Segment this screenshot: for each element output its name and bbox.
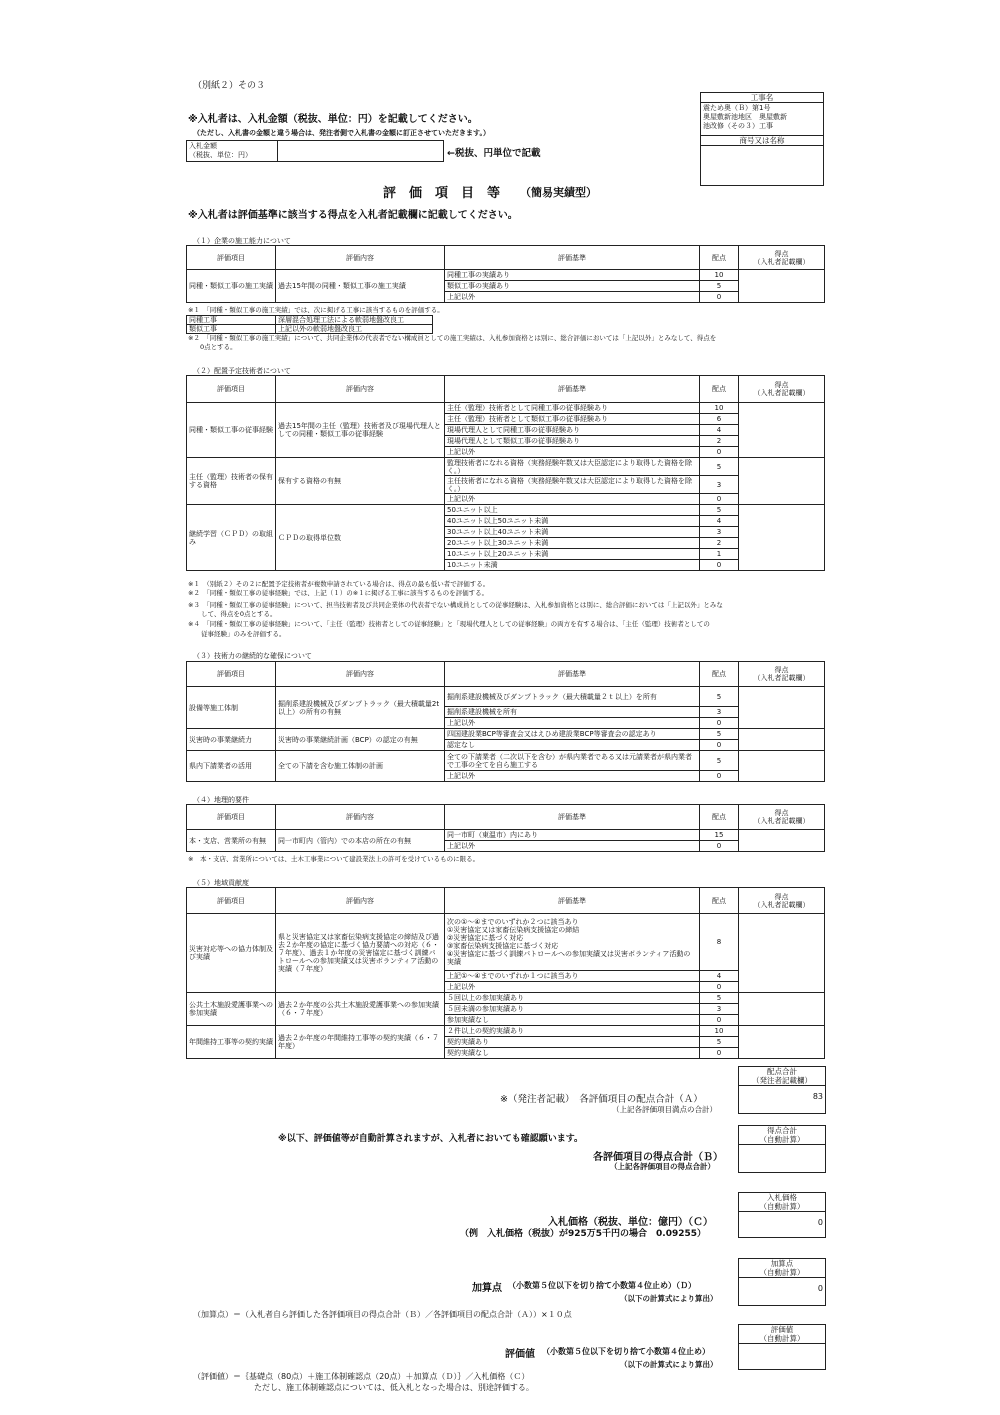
col-content: 評価内容 [276, 888, 445, 914]
item-cell: 継続学習（ＣＰＤ）の取組み [187, 505, 276, 571]
points-cell: 10 [700, 1026, 739, 1037]
points-cell: 0 [700, 982, 739, 993]
bonus-points-formula: （加算点）＝（入札者自ら評価した各評価項目の得点合計（Ｂ）／各評価項目の配点合計（Ａ））×１０点 [193, 1310, 572, 1319]
content-cell: 保有する資格の有無 [276, 458, 445, 505]
score-input[interactable] [739, 505, 825, 571]
bid-amount-box [186, 140, 444, 162]
criteria-cell: 30ユニット以上40ユニット未満 [445, 527, 700, 538]
col-item: 評価項目 [187, 662, 276, 687]
company-name-input[interactable] [701, 146, 823, 176]
col-score: 得点 （入札者記載欄） [739, 376, 825, 403]
content-cell: 過去15年間の同種・類似工事の施工実績 [276, 270, 445, 303]
criteria-cell: 50ユニット以上 [445, 505, 700, 516]
evaluation-value-box [738, 1324, 826, 1370]
criteria-cell: 上記①～④までのいずれか１つに該当あり [445, 971, 700, 982]
col-content: 評価内容 [276, 246, 445, 270]
bonus-points-text: 加算点 [472, 1283, 502, 1294]
points-cell: 0 [700, 740, 739, 751]
sec5-title: （５）地域貢献度 [193, 879, 249, 887]
evaluation-value-sub: （以下の計算式により算出） [620, 1360, 718, 1369]
points-cell: 4 [700, 425, 739, 436]
sec3-table [186, 661, 825, 782]
item-cell: 公共土木施設愛護事業への参加実績 [187, 993, 276, 1026]
criteria-cell: 10ユニット以上20ユニット未満 [445, 549, 700, 560]
bid-amount-note: ←税抜、円単位で記載 [447, 148, 541, 159]
points-cell: 8 [700, 914, 739, 971]
score-input[interactable] [739, 729, 825, 751]
doc-label: （別紙２）その３ [193, 81, 266, 91]
instruction-bid-sub: （ただし、入札書の金額と違う場合は、発注者側で入札書の金額に訂正させていただきます。） [193, 129, 490, 137]
col-content: 評価内容 [276, 662, 445, 687]
col-criteria: 評価基準 [445, 662, 700, 687]
instruction-score: ※入札者は評価基準に該当する得点を入札者記載欄に記載してください。 [188, 210, 518, 221]
criteria-cell: 主任（監理）技術者として同種工事の従事経験あり [445, 403, 700, 414]
score-input[interactable] [739, 914, 825, 993]
sec1-title: （１）企業の施工能力について [193, 237, 291, 245]
col-score: 得点 （入札者記載欄） [739, 805, 825, 830]
points-cell: 3 [700, 527, 739, 538]
col-points: 配点 [700, 376, 739, 403]
points-cell: 0 [700, 560, 739, 571]
criteria-cell: 上記以外 [445, 494, 700, 505]
criteria-cell: 10ユニット未満 [445, 560, 700, 571]
evaluation-value-text: 評価値 [505, 1349, 535, 1360]
item-cell: 県内下請業者の活用 [187, 751, 276, 782]
col-content: 評価内容 [276, 376, 445, 403]
sec1-note1: ※１ 「同種・類似工事の施工実績」では、次に掲げる工事に該当するものを評価する。 [188, 306, 444, 314]
content-cell: 過去15年間の主任（監理）技術者及び現場代理人としての同種・類似工事の従事経験 [276, 403, 445, 458]
points-cell: 10 [700, 403, 739, 414]
bid-price-label: 入札価格 （自動計算） [739, 1193, 825, 1212]
content-cell: 掘削系建設機械及びダンプトラック（最大積載量2t以上）の所有の有無 [276, 687, 445, 729]
criteria-cell: 現場代理人として同種工事の従事経験あり [445, 425, 700, 436]
score-input[interactable] [739, 403, 825, 458]
col-item: 評価項目 [187, 888, 276, 914]
score-input[interactable] [739, 1026, 825, 1059]
col-item: 評価項目 [187, 376, 276, 403]
criteria-cell: 四国建設業BCP等審査会又はえひめ建設業BCP等審査会の認定あり [445, 729, 700, 740]
content-cell: 同一市町内（管内）での本店の所在の有無 [276, 830, 445, 852]
points-cell: 5 [700, 281, 739, 292]
points-cell: 0 [700, 447, 739, 458]
col-item: 評価項目 [187, 805, 276, 830]
sec2-title: （２）配置予定技術者について [193, 367, 291, 375]
points-cell: 0 [700, 771, 739, 782]
criteria-cell: 次の①～④までのいずれか２つに該当あり ①災害協定又は家畜伝染病支援協定の締結 ②災害協定に基づく対応 ③家畜伝染病支援協定に基づく対応 ④災害協定に基づく訓練パトロールへの参加実績又は災害ボランティア活動の実績 [445, 914, 700, 971]
points-cell: 0 [700, 718, 739, 729]
criteria-cell: 類似工事の実績あり [445, 281, 700, 292]
col-points: 配点 [700, 246, 739, 270]
criteria-cell: 上記以外 [445, 771, 700, 782]
item-cell: 同種・類似工事の従事経験 [187, 403, 276, 458]
score-total-text: 各評価項目の得点合計（Ｂ） [593, 1152, 723, 1163]
col-item: 評価項目 [187, 246, 276, 270]
points-total-sub: （上記各評価項目満点の合計） [612, 1105, 717, 1114]
points-total-value: 83 [812, 1092, 823, 1101]
sec1-note2: ※２ 「同種・類似工事の施工実績」について、共同企業体の代表者でない構成員としての施工実績は、入札参加資格とは別に、総合評価においては「上記以外」とみなして、得点を [188, 334, 717, 342]
col-content: 評価内容 [276, 805, 445, 830]
col-score: 得点 （入札者記載欄） [739, 246, 825, 270]
evaluation-value-value [739, 1344, 825, 1350]
col-criteria: 評価基準 [445, 805, 700, 830]
criteria-cell: ２件以上の契約実績あり [445, 1026, 700, 1037]
criteria-cell: 監理技術者になれる資格（実務経験年数又は大臣認定により取得した資格を除く。） [445, 458, 700, 476]
sec1-table [186, 245, 825, 303]
item-cell: 年間維持工事等の契約実績 [187, 1026, 276, 1059]
sec2-note: ※１ （別紙２）その２に配置予定技術者が複数申請されている場合は、得点の最も低い者で評価する。 [188, 580, 490, 588]
criteria-cell: 主任技術者になれる資格（実務経験年数又は大臣認定により取得した資格を除く。） [445, 476, 700, 494]
criteria-cell: 契約実績なし [445, 1048, 700, 1059]
score-input[interactable] [739, 751, 825, 782]
sec3-title: （３）技術力の継続的な確保について [193, 652, 312, 660]
score-total-sub: （上記各評価項目の得点合計） [610, 1162, 715, 1171]
bid-amount-input[interactable] [278, 141, 443, 161]
criteria-cell: 現場代理人として類似工事の従事経験あり [445, 436, 700, 447]
points-cell: 3 [700, 1004, 739, 1015]
score-total-box [738, 1125, 826, 1173]
sec2-note: ※２ 「同種・類似工事の従事経験」では、上記（１）の※１に掲げる工事に該当するものを評価する。 [188, 589, 489, 597]
criteria-cell: 同一市町（東温市）内にあり [445, 830, 700, 841]
col-score: 得点 （入札者記載欄） [739, 888, 825, 914]
sec2-table [186, 375, 825, 571]
points-cell: 4 [700, 516, 739, 527]
bonus-points-sub: （以下の計算式により算出） [620, 1294, 718, 1303]
page-title: 評 価 項 目 等 [383, 186, 501, 201]
criteria-cell: 掘削系建設機械を所有 [445, 707, 700, 718]
criteria-cell: 認定なし [445, 740, 700, 751]
col-points: 配点 [700, 888, 739, 914]
item-cell: 同種・類似工事の施工実績 [187, 270, 276, 303]
score-input[interactable] [739, 993, 825, 1026]
instruction-bid-amount: ※入札者は、入札金額（税抜、単位：円）を記載してください。 [188, 114, 478, 125]
points-cell: 0 [700, 494, 739, 505]
project-name-value: 震ため奥（Ｂ）第1号 奥屋敷新池地区 奥屋敷新 池改修（その３）工事 [701, 103, 823, 136]
points-cell: 10 [700, 270, 739, 281]
item-cell: 設備等施工体制 [187, 687, 276, 729]
sec5-table [186, 887, 825, 1059]
criteria-cell: ５回以上の参加実績あり [445, 993, 700, 1004]
points-cell: 5 [700, 751, 739, 771]
item-cell: 本・支店、営業所の有無 [187, 830, 276, 852]
sec1-note2b: 0点とする。 [200, 343, 237, 351]
item-cell: 主任（監理）技術者の保有する資格 [187, 458, 276, 505]
points-cell: 2 [700, 538, 739, 549]
score-total-label: 得点合計 （自動計算） [739, 1126, 825, 1145]
criteria-cell: 20ユニット以上30ユニット未満 [445, 538, 700, 549]
evaluation-value-formula-note: ただし、施工体制確認点については、低入札となった場合は、別途評価する。 [254, 1383, 534, 1392]
def-key: 類似工事 [187, 325, 276, 334]
points-cell: 3 [700, 707, 739, 718]
col-criteria: 評価基準 [445, 246, 700, 270]
points-cell: 2 [700, 436, 739, 447]
bonus-points-label: 加算点 （自動計算） [739, 1259, 825, 1278]
sec4-title: （４）地理的要件 [193, 796, 249, 804]
bid-price-text: 入札価格（税抜、単位：億円）（Ｃ） [548, 1217, 713, 1228]
criteria-cell: 40ユニット以上50ユニット未満 [445, 516, 700, 527]
points-cell: 0 [700, 841, 739, 852]
criteria-cell: 上記以外 [445, 292, 700, 303]
criteria-cell: 契約実績あり [445, 1037, 700, 1048]
points-cell: 5 [700, 687, 739, 707]
content-cell: ＣＰＤの取得単位数 [276, 505, 445, 571]
def-key: 同種工事 [187, 316, 276, 325]
col-points: 配点 [700, 805, 739, 830]
points-cell: 0 [700, 1048, 739, 1059]
bid-amount-label: 入札金額 （税抜、単位：円） [187, 141, 278, 161]
evaluation-value-label: 評価値 （自動計算） [739, 1325, 825, 1344]
sec2-note: して、得点を0点とする。 [188, 610, 277, 618]
content-cell: 災害時の事業継続計画（BCP）の認定の有無 [276, 729, 445, 751]
sec4-note: ※ 本・支店、営業所については、土木工事業について建設業法上の許可を受けているものに限る。 [188, 855, 480, 863]
points-cell: 0 [700, 292, 739, 303]
points-cell: 0 [700, 1015, 739, 1026]
col-criteria: 評価基準 [445, 888, 700, 914]
criteria-cell: 上記以外 [445, 447, 700, 458]
score-input[interactable] [739, 270, 825, 303]
points-total-box [738, 1066, 826, 1114]
def-value: 深層混合処理工法による軟弱地盤改良工 [276, 316, 433, 325]
col-criteria: 評価基準 [445, 376, 700, 403]
criteria-cell: 主任（監理）技術者として類似工事の従事経験あり [445, 414, 700, 425]
score-input[interactable] [739, 458, 825, 505]
project-name-label: 工事名 [701, 93, 823, 103]
bid-price-box [738, 1192, 826, 1238]
sec1-def-table [186, 315, 433, 334]
criteria-cell: 全ての下請業者（二次以下を含む）が県内業者である又は元請業者が県内業者で工事の全てを自ら施工する [445, 751, 700, 771]
def-value: 上記以外の軟弱地盤改良工 [276, 325, 433, 334]
bonus-points-value: 0 [817, 1284, 823, 1293]
score-input[interactable] [739, 687, 825, 729]
points-cell: 5 [700, 729, 739, 740]
sec4-table [186, 804, 825, 852]
sec2-note: 従事経験」のみを評価する。 [188, 630, 286, 638]
points-cell: 5 [700, 1037, 739, 1048]
criteria-cell: 参加実績なし [445, 1015, 700, 1026]
criteria-cell: 上記以外 [445, 982, 700, 993]
criteria-cell: 上記以外 [445, 841, 700, 852]
points-cell: 5 [700, 505, 739, 516]
content-cell: 過去２か年度の公共土木施設愛護事業への参加実績（６・７年度） [276, 993, 445, 1026]
evaluation-value-text2: （小数第５位以下を切り捨て小数第４位止め） [542, 1347, 710, 1356]
points-cell: 5 [700, 993, 739, 1004]
sec2-note: ※３ 「同種・類似工事の従事経験」について、担当技術者及び共同企業体の代表者でない構成員としての従事経験は、入札参加資格とは別に、総合評価においては「上記以外」とみな [188, 601, 723, 609]
score-total-value [739, 1145, 825, 1151]
points-total-label: 配点合計 （発注者記載欄） [739, 1067, 825, 1086]
points-cell: 4 [700, 971, 739, 982]
criteria-cell: 掘削系建設機械及びダンプトラック（最大積載量２ｔ以上）を所有 [445, 687, 700, 707]
criteria-cell: ５回未満の参加実績あり [445, 1004, 700, 1015]
criteria-cell: 同種工事の実績あり [445, 270, 700, 281]
bonus-points-text2: （小数第５位以下を切り捨て小数第４位止め）（Ｄ） [508, 1281, 696, 1290]
content-cell: 過去２か年度の年間維持工事等の契約実績（６・７年度） [276, 1026, 445, 1059]
bonus-points-box [738, 1258, 826, 1306]
bid-price-sub: （例 入札価格（税抜）が925万5千円の場合 0.09255） [460, 1229, 707, 1239]
col-score: 得点 （入札者記載欄） [739, 662, 825, 687]
points-cell: 6 [700, 414, 739, 425]
points-total-text: ※（発注者記載） 各評価項目の配点合計（Ａ） [500, 1094, 703, 1105]
item-cell: 災害対応等への協力体制及び実績 [187, 914, 276, 993]
points-cell: 15 [700, 830, 739, 841]
item-cell: 災害時の事業継続力 [187, 729, 276, 751]
content-cell: 県と災害協定又は家畜伝染病支援協定の締結及び過去２か年度の協定に基づく協力要請への対応（６・７年度）、過去１か年度の災害協定に基づく訓練パトロールへの参加実績又は災害ボランティア活動の実績（７年度） [276, 914, 445, 993]
content-cell: 全ての下請を含む施工体制の計画 [276, 751, 445, 782]
score-input[interactable] [739, 830, 825, 852]
project-box [700, 92, 824, 186]
sec2-note: ※４ 「同種・類似工事の従事経験」について、「主任（監理）技術者としての従事経験」と「現場代理人としての従事経験」の両方を有する場合は、「主任（監理）技術者としての [188, 620, 710, 628]
auto-calc-notice: ※以下、評価値等が自動計算されますが、入札者においても確認願います。 [278, 1134, 584, 1144]
bid-price-value: 0 [817, 1218, 823, 1227]
points-cell: 3 [700, 476, 739, 494]
points-cell: 5 [700, 458, 739, 476]
evaluation-value-formula: （評価値）＝｛基礎点（80点）＋施工体制確認点（20点）＋加算点（Ｄ）｝／入札価格（Ｃ） [193, 1372, 530, 1381]
page-title-type: （簡易実績型） [520, 186, 597, 199]
criteria-cell: 上記以外 [445, 718, 700, 729]
col-points: 配点 [700, 662, 739, 687]
company-label: 商号又は名称 [701, 136, 823, 146]
points-cell: 1 [700, 549, 739, 560]
